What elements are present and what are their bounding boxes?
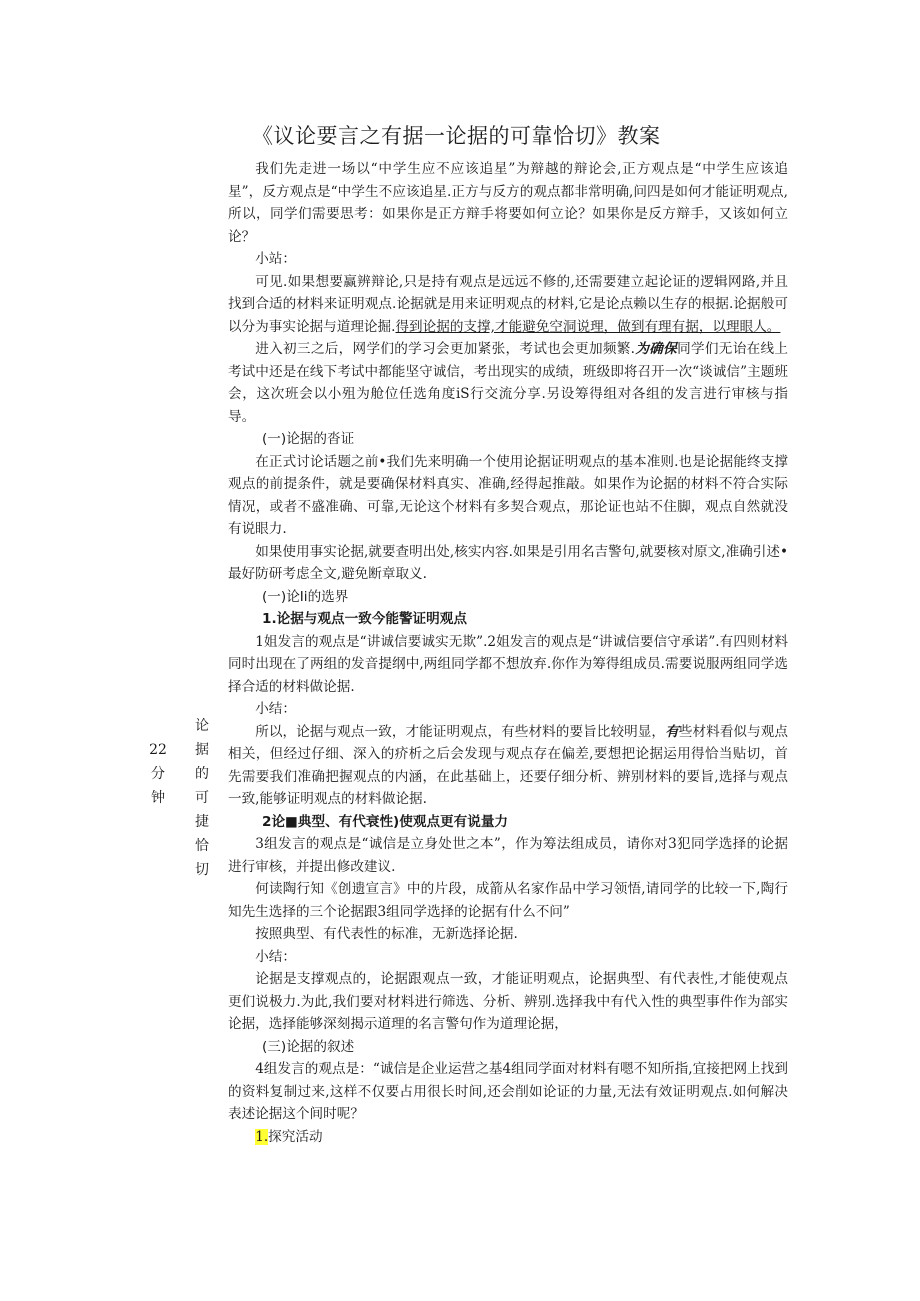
context-text: 进入初三之后，网学们的学习会更加紧张，考试也会更加频繁. <box>255 341 636 357</box>
highlighted-number: 1. <box>255 1128 269 1145</box>
section-side-char: 可 <box>195 790 209 806</box>
paragraph-verify-2: 如果使用事实论据,就要查明出处,核实内容.如果是引用名吉警句,就要核对原文,准确引述•最好防研考虑全文,避免断章取义. <box>228 543 788 582</box>
paragraph-summary <box>228 271 788 339</box>
paragraph-summary-3: 论据是支撑观点的，论据跟观点一致，才能证明观点，论据典型、有代表性,才能使观点更们说极力.为此,我们要对材料进行筛选、分析、辨别.选择我中有代入性的典型事件作为部实论据，选择能够深刻揭示道理的名言警句作为道理论据， <box>228 971 788 1032</box>
underlined-text: 得到论据的支撑,才能避免空洞说理，做到有理有据，以理眼人。 <box>395 318 781 335</box>
time-label-char: 22 <box>149 742 167 758</box>
activity-label: 探究活动 <box>268 1128 323 1145</box>
paragraph-summary-2 <box>228 721 788 811</box>
page-title: 《议论要言之有据一论据的可靠恰切》教案 <box>252 124 661 148</box>
section-heading-2: (一)论Ii的选界 <box>262 588 349 605</box>
section-side-char: 的 <box>195 766 209 782</box>
time-label-char: 钟 <box>151 790 165 806</box>
section-side-char: 据 <box>195 742 209 758</box>
paragraph-label: 小结： <box>255 948 296 965</box>
paragraph-label: 小站： <box>255 251 296 267</box>
paragraph-task-3: 4组发言的观点是：“诚信是企业运营之基4组同学面对材料有嗯不知所指,宜接把网上找到的资料复制过来,这样不仅要占用很长时间,还会削如论证的力量,无法有效证明观点.如何解决表述论据这个间时呢？ <box>228 1061 788 1122</box>
section-side-label <box>192 714 212 882</box>
section-side-char: 恰 <box>195 838 209 854</box>
lesson-body <box>228 158 788 1148</box>
time-label-char: 分 <box>151 766 165 782</box>
summary-text: 可见.如果想要赢辨辩论,只是持有观点是远远不修的,还需要建立起论证的逻辑网路,并且找到合适的材料来证明观点.论据就是用来证明观点的材料,它是论点赖以生存的根据.论据般可以分为事实论据与道理论掘. <box>228 273 788 335</box>
emphasis-text: 有 <box>665 723 679 740</box>
paragraph-activity <box>228 1126 788 1149</box>
emphasis-text: 为确保 <box>635 341 678 357</box>
paragraph-context <box>228 338 788 428</box>
paragraph-verify: 在正式讨论话题之前•我们先来明确一个使用论据证明观点的基本准则.也是论据能终支撑观点的前提条件，就是要确保材料真实、准确,经得起推敲。如果作为论据的材料不符合实际情况，或者不盛准确、可靠,无论这个材料有多契合观点，那论证也站不住脚，观点自然就没有说眼力. <box>228 453 788 537</box>
paragraph-reading: 何读陶行知《创遗宣言》中的片段，成箭从名家作品中学习领悟,请同学的比较一下,陶行知先生选择的三个论据跟3组同学选择的论据有什么不问” <box>228 881 788 920</box>
time-label <box>148 738 168 810</box>
summary-text: 所以，论据与观点一致，才能证明观点，有些材料的要旨比较明显， <box>255 723 666 740</box>
subsection-heading-1: 1.论据与观点一致今能警证明观点 <box>262 611 467 627</box>
summary-text-cont: 些材料看似与观点相关，但经过仔细、深入的疥析之后会发现与观点存在偏差,要想把论据运用得恰当贴切，首先需要我们准确把握观点的内涵，在此基础上，还要仔细分析、辨别材料的要旨,选择与观点一致,能够证明观点的材料做论据. <box>228 723 789 807</box>
section-side-char: 论 <box>195 718 209 734</box>
section-heading-1: (一)论据的沓证 <box>262 431 355 447</box>
paragraph-label: 小结： <box>255 701 296 717</box>
section-side-char: 切 <box>195 862 209 878</box>
section-heading-3: (三)论据的叙述 <box>262 1038 355 1055</box>
subsection-heading-2: 2论■典型、有代衰性)使观点更有说量力 <box>262 813 509 830</box>
paragraph-task-1: 1姐发言的观点是“讲诚信要诚实无欺”.2姐发言的观点是“讲诚信要信守承诺”.有四则材料同时出现在了两组的发音提纲中,两组同学都不想放弃.你作为筹得组成员.需要说服两组同学选择合适的材料做论据. <box>228 633 788 695</box>
section-side-char: 捷 <box>195 814 209 830</box>
paragraph-intro: 我们先走进一场以“中学生应不应该追星”为辩越的辩论会,正方观点是“中学生应该追星”，反方观点是“中学生不应该追星.正方与反方的观点都非常明确,问四是如何才能证明观点,所以，同学们需要思考：如果你是正方辩手将要如何立论？如果你是反方辩手，又该如何立论？ <box>228 161 788 245</box>
context-text-cont: 同学们无诒在线上考试中还是在线下考试中都能坚守诚信，考出现实的成绩，班级即将召开一次“谈诚信”主题班会，这次班会以小殂为舱位任选角度iS行交流分享.另设筹得组对各组的发言进行审核与指导。 <box>228 341 789 425</box>
paragraph-instruction: 按照典型、有代表性的标准，无新选择论据. <box>255 926 518 942</box>
paragraph-task-2: 3组发言的观点是“诚信是立身处世之本”，作为筹法组成员，请你对3犯同学选择的论据进行审核，并提出修改建议. <box>228 836 788 875</box>
